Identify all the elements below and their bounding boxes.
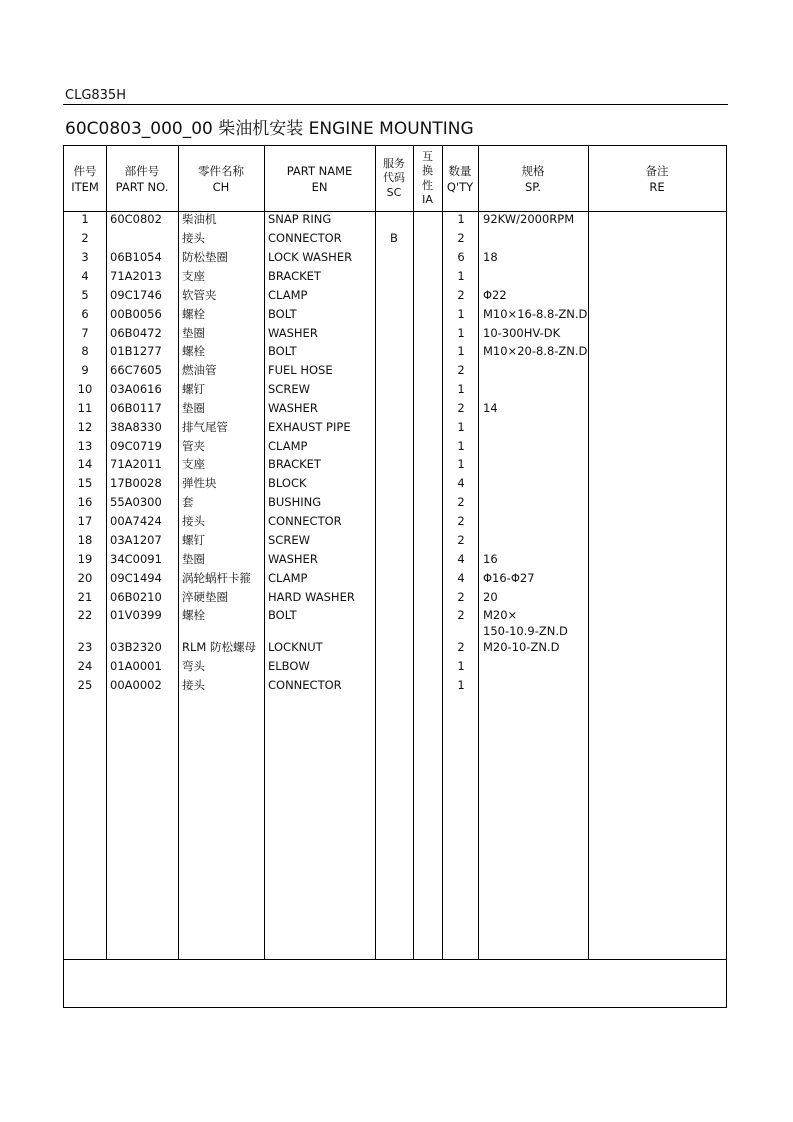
cell-ch: 接头: [182, 514, 205, 528]
cell-ch: 弹性块: [182, 476, 217, 490]
cell-qty: 2: [457, 288, 465, 302]
header-item: [64, 146, 106, 211]
cell-item: 6: [81, 307, 89, 321]
cell-item: 23: [77, 640, 93, 654]
cell-item: 20: [77, 571, 93, 585]
cell-en: LOCK WASHER: [268, 250, 353, 264]
cell-item: 4: [81, 269, 89, 283]
header-sp-en: SP.: [524, 179, 542, 194]
cell-en: BOLT: [268, 344, 297, 358]
header-part-no-en: PART NO.: [115, 179, 169, 194]
header-re: [588, 146, 726, 211]
cell-ch: 螺栓: [182, 344, 205, 358]
cell-part-no: 03B2320: [110, 640, 162, 654]
cell-ch: 垫圈: [182, 552, 205, 566]
cell-qty: 2: [457, 590, 465, 604]
cell-ch: RLM 防松螺母: [182, 640, 256, 654]
cell-ch: 软管夹: [182, 288, 217, 302]
cell-item: 22: [77, 608, 93, 622]
col-divider: [413, 146, 414, 960]
cell-ch: 管夹: [182, 439, 205, 453]
cell-en: SCREW: [268, 533, 310, 547]
cell-sp: M10×16-8.8-ZN.D: [483, 307, 588, 321]
cell-item: 3: [81, 250, 89, 264]
cell-item: 12: [77, 420, 93, 434]
header-ch-zh: 零件名称: [198, 163, 244, 178]
cell-ch: 排气尾管: [182, 420, 228, 434]
cell-item: 5: [81, 288, 89, 302]
cell-part-no: 60C0802: [110, 212, 162, 226]
cell-ch: 螺钉: [182, 533, 205, 547]
cell-sp: M10×20-8.8-ZN.D: [483, 344, 588, 358]
cell-en: SCREW: [268, 382, 310, 396]
cell-qty: 2: [457, 533, 465, 547]
header-en: [264, 146, 375, 211]
cell-sp: 16: [483, 552, 498, 566]
cell-ch: 防松垫圈: [182, 250, 228, 264]
cell-sp: 10-300HV-DK: [483, 326, 561, 340]
cell-qty: 1: [457, 678, 465, 692]
cell-part-no: 06B1054: [110, 250, 162, 264]
cell-item: 13: [77, 439, 93, 453]
cell-sp: 14: [483, 401, 498, 415]
cell-part-no: 01B1277: [110, 344, 162, 358]
cell-qty: 1: [457, 344, 465, 358]
cell-qty: 2: [457, 640, 465, 654]
cell-en: WASHER: [268, 401, 318, 415]
cell-part-no: 71A2011: [110, 457, 162, 471]
cell-part-no: 01A0001: [110, 659, 162, 673]
cell-sp: 20: [483, 590, 498, 604]
cell-part-no: 03A1207: [110, 533, 162, 547]
cell-item: 17: [77, 514, 93, 528]
cell-ch: 支座: [182, 269, 205, 283]
cell-qty: 4: [457, 571, 465, 585]
cell-qty: 1: [457, 212, 465, 226]
header-sp: [478, 146, 588, 211]
cell-ch: 弯头: [182, 659, 205, 673]
cell-ch: 柴油机: [182, 212, 217, 226]
cell-ch: 支座: [182, 457, 205, 471]
header-qty-en: Q'TY: [446, 179, 474, 194]
cell-qty: 2: [457, 401, 465, 415]
header-re-zh: 备注: [645, 163, 669, 178]
header-sc-en: SC: [386, 185, 402, 199]
cell-item: 16: [77, 495, 93, 509]
cell-ch: 淬硬垫圈: [182, 590, 228, 604]
cell-sp: [483, 606, 568, 639]
cell-en: CLAMP: [268, 288, 308, 302]
cell-item: 8: [81, 344, 89, 358]
cell-item: 24: [77, 659, 93, 673]
cell-en: SNAP RING: [268, 212, 332, 226]
cell-ch: 垫圈: [182, 401, 205, 415]
header-ch: [178, 146, 264, 211]
header-sc: [375, 146, 413, 211]
cell-qty: 2: [457, 363, 465, 377]
cell-item: 1: [81, 212, 89, 226]
cell-item: 10: [77, 382, 93, 396]
cell-qty: 2: [457, 231, 465, 245]
header-sp-zh: 规格: [521, 163, 545, 178]
cell-part-no: 00A7424: [110, 514, 162, 528]
cell-ch: 接头: [182, 231, 205, 245]
cell-ch: 螺栓: [182, 608, 205, 622]
cell-en: BRACKET: [268, 269, 321, 283]
cell-sp: 18: [483, 250, 498, 264]
cell-qty: 1: [457, 420, 465, 434]
cell-ch: 涡轮蜗杆卡箍: [182, 571, 251, 585]
header-ia-c3: 性: [422, 178, 433, 192]
cell-qty: 1: [457, 457, 465, 471]
cell-item: 9: [81, 363, 89, 377]
header-sc-zh1: 服务: [383, 156, 405, 170]
header-ia: [413, 146, 442, 211]
model-code: CLG835H: [65, 88, 126, 103]
cell-part-no: 03A0616: [110, 382, 162, 396]
header-ch-en: CH: [212, 179, 230, 194]
cell-en: CONNECTOR: [268, 678, 342, 692]
cell-part-no: 09C1494: [110, 571, 162, 585]
cell-ch: 接头: [182, 678, 205, 692]
col-divider: [178, 146, 179, 960]
header-rule: [63, 104, 728, 105]
cell-qty: 6: [457, 250, 465, 264]
cell-qty: 1: [457, 307, 465, 321]
cell-en: BRACKET: [268, 457, 321, 471]
cell-en: CLAMP: [268, 571, 308, 585]
header-en-en: EN: [311, 179, 328, 194]
cell-item: 18: [77, 533, 93, 547]
cell-sp: Φ22: [483, 288, 507, 302]
cell-qty: 4: [457, 476, 465, 490]
col-divider: [106, 146, 107, 960]
cell-en: BOLT: [268, 608, 297, 622]
cell-qty: 1: [457, 326, 465, 340]
cell-sp: 92KW/2000RPM: [483, 212, 575, 226]
cell-qty: 1: [457, 659, 465, 673]
cell-part-no: 55A0300: [110, 495, 162, 509]
cell-item: 14: [77, 457, 93, 471]
cell-item: 19: [77, 552, 93, 566]
cell-en: CLAMP: [268, 439, 308, 453]
header-en-top: PART NAME: [286, 163, 353, 178]
parts-table: [63, 145, 727, 1008]
cell-item: 25: [77, 678, 93, 692]
header-qty: [442, 146, 478, 211]
cell-part-no: 00B0056: [110, 307, 162, 321]
cell-part-no: 06B0117: [110, 401, 162, 415]
col-divider: [442, 146, 443, 960]
header-qty-zh: 数量: [448, 163, 472, 178]
cell-part-no: 09C0719: [110, 439, 162, 453]
cell-qty: 1: [457, 382, 465, 396]
cell-en: FUEL HOSE: [268, 363, 333, 377]
cell-ch: 垫圈: [182, 326, 205, 340]
cell-qty: 4: [457, 552, 465, 566]
col-divider: [588, 146, 589, 960]
cell-part-no: 17B0028: [110, 476, 162, 490]
cell-item: 21: [77, 590, 93, 604]
cell-en: BUSHING: [268, 495, 322, 509]
cell-ch: 套: [182, 495, 194, 509]
cell-item: 7: [81, 326, 89, 340]
cell-ch: 燃油管: [182, 363, 217, 377]
cell-qty: 1: [457, 269, 465, 283]
cell-part-no: 66C7605: [110, 363, 162, 377]
col-divider: [478, 146, 479, 960]
cell-ch: 螺栓: [182, 307, 205, 321]
cell-ch: 螺钉: [182, 382, 205, 396]
cell-part-no: 00A0002: [110, 678, 162, 692]
cell-en: BOLT: [268, 307, 297, 321]
cell-item: 15: [77, 476, 93, 490]
cell-en: CONNECTOR: [268, 514, 342, 528]
header-ia-en: IA: [422, 193, 433, 206]
cell-en: LOCKNUT: [268, 640, 323, 654]
cell-en: CONNECTOR: [268, 231, 342, 245]
header-item-zh: 件号: [73, 163, 97, 178]
header-sc-zh2: 代码: [383, 171, 405, 185]
cell-item: 11: [77, 401, 93, 415]
header-divider: [64, 211, 726, 212]
cell-part-no: 01V0399: [110, 608, 162, 622]
cell-sp: Φ16-Φ27: [483, 571, 535, 585]
header-re-en: RE: [649, 179, 665, 194]
footer-divider: [64, 959, 726, 960]
col-divider: [375, 146, 376, 960]
cell-qty: 2: [457, 495, 465, 509]
cell-en: EXHAUST PIPE: [268, 420, 351, 434]
cell-part-no: 71A2013: [110, 269, 162, 283]
header-part-no: [106, 146, 178, 211]
header-ia-c2: 换: [422, 164, 433, 177]
header-ia-c1: 互: [422, 149, 433, 163]
cell-en: BLOCK: [268, 476, 307, 490]
cell-part-no: 09C1746: [110, 288, 162, 302]
cell-sp-line2: 150-10.9-ZN.D: [483, 624, 568, 638]
cell-part-no: 34C0091: [110, 552, 162, 566]
cell-qty: 1: [457, 439, 465, 453]
header-part-no-zh: 部件号: [124, 163, 160, 178]
cell-part-no: 06B0472: [110, 326, 162, 340]
cell-en: WASHER: [268, 326, 318, 340]
col-divider: [264, 146, 265, 960]
cell-en: WASHER: [268, 552, 318, 566]
cell-qty: 2: [457, 514, 465, 528]
cell-item: 2: [81, 231, 89, 245]
cell-en: HARD WASHER: [268, 590, 355, 604]
header-item-en: ITEM: [71, 179, 99, 194]
cell-en: ELBOW: [268, 659, 310, 673]
page-title: 60C0803_000_00 柴油机安装 ENGINE MOUNTING: [65, 119, 474, 139]
cell-part-no: 38A8330: [110, 420, 162, 434]
cell-qty: 2: [457, 608, 465, 622]
cell-sp: M20-10-ZN.D: [483, 640, 560, 654]
cell-part-no: 06B0210: [110, 590, 162, 604]
cell-sp-line1: M20×: [483, 608, 518, 622]
cell-sc: B: [390, 231, 398, 245]
